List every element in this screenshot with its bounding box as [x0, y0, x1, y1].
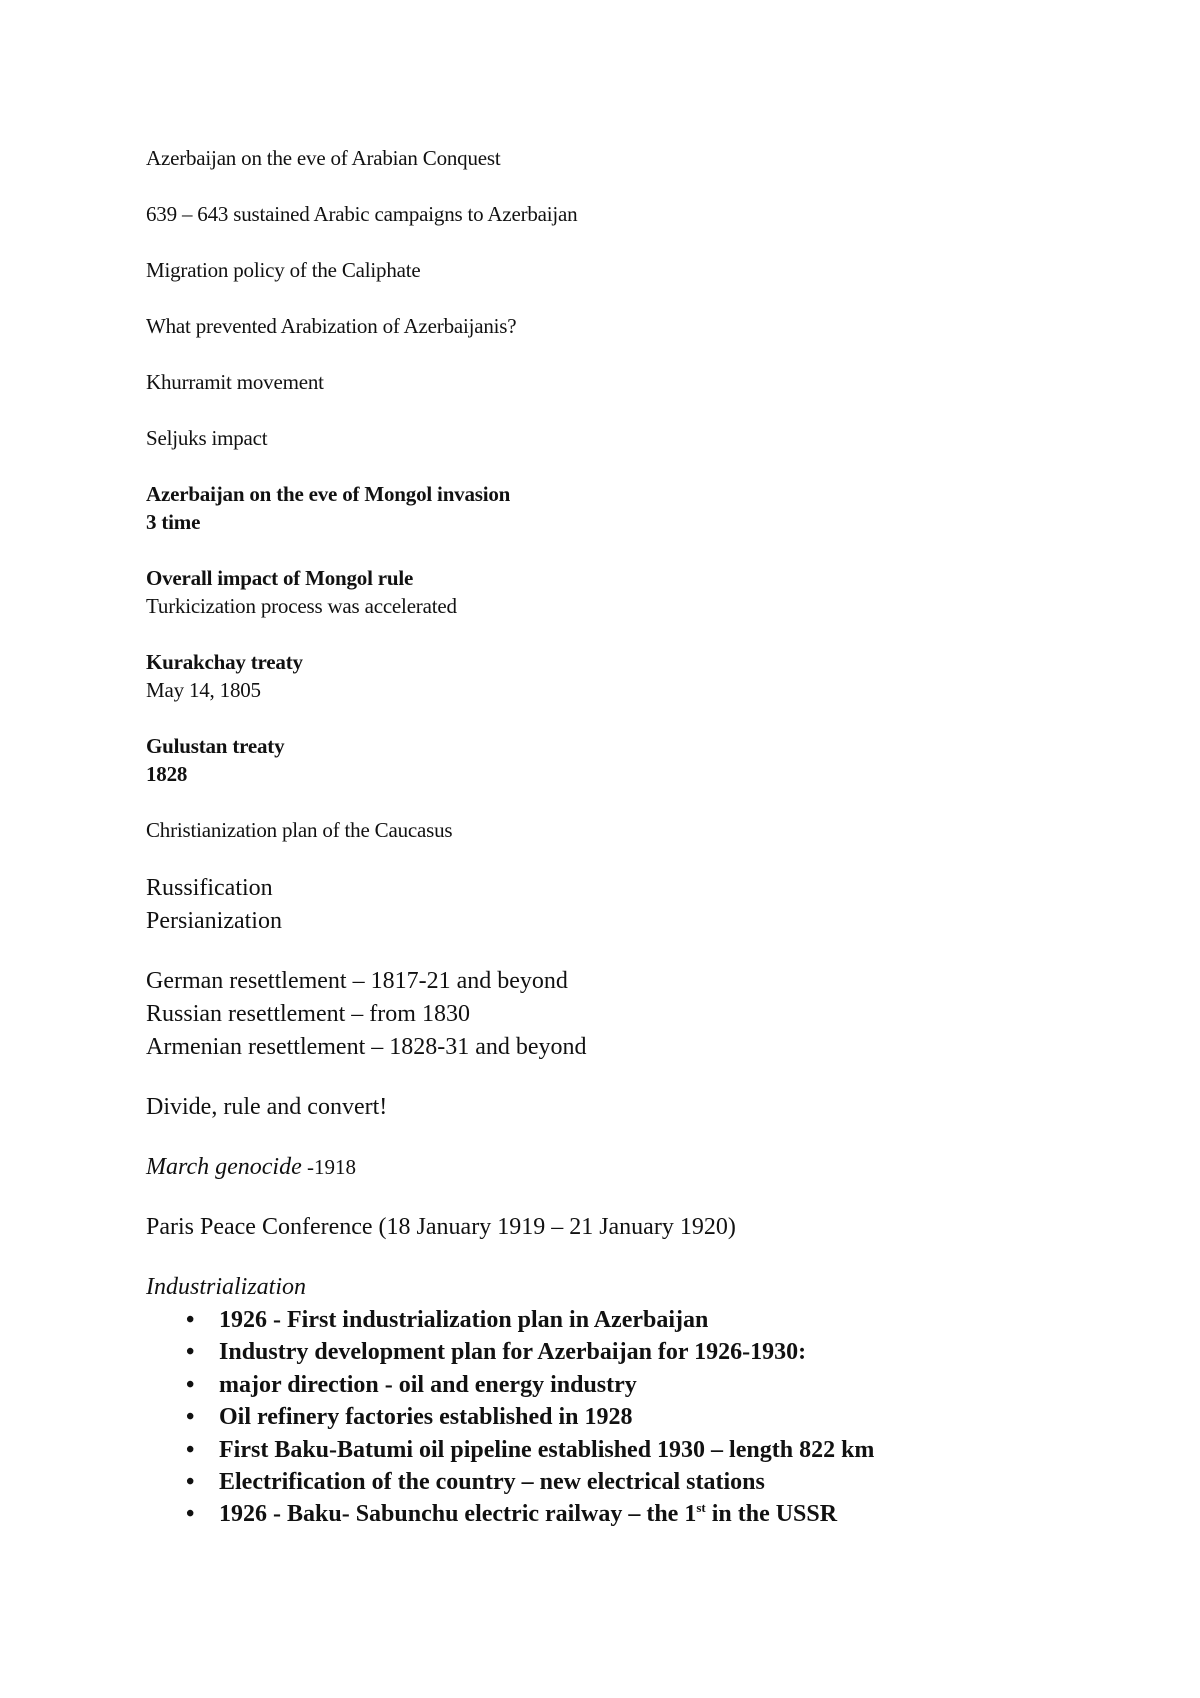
document-body — [146, 144, 1146, 1531]
line-arabian-conquest: Azerbaijan on the eve of Arabian Conquest — [146, 146, 501, 170]
bullet-icon: • — [186, 1501, 195, 1528]
line-mongol-invasion: Azerbaijan on the eve of Mongol invasion — [146, 482, 511, 506]
bullet-icon: • — [186, 1307, 195, 1333]
line-turkicization: Turkicization process was accelerated — [146, 594, 457, 618]
bullet-icon: • — [186, 1371, 195, 1398]
line-paris-peace: Paris Peace Conference (18 January 1919 – 21 January 1920) — [146, 1214, 736, 1240]
line-seljuks: Seljuks impact — [146, 426, 268, 450]
bullet-icon: • — [186, 1404, 195, 1431]
list-item: • First Baku-Batumi oil pipeline established 1930 – length 822 km — [146, 1434, 1146, 1466]
line-russian-resettlement: Russian resettlement – from 1830 — [146, 1001, 470, 1027]
list-item: • major direction - oil and energy industry — [146, 1369, 1146, 1401]
line-3-time: 3 time — [146, 510, 201, 534]
industrialization-list — [146, 1304, 1146, 1531]
line-armenian-resettlement: Armenian resettlement – 1828-31 and beyond — [146, 1034, 587, 1060]
march-genocide-italic: March genocide — [146, 1154, 302, 1180]
line-persianization: Persianization — [146, 908, 282, 934]
line-kurakchay: Kurakchay treaty — [146, 650, 303, 674]
line-1828: 1828 — [146, 762, 188, 786]
bullet-icon: • — [186, 1339, 195, 1366]
line-gulustan: Gulustan treaty — [146, 734, 285, 758]
line-arabic-campaigns: 639 – 643 sustained Arabic campaigns to Azerbaijan — [146, 202, 578, 226]
list-item: • Electrification of the country – new electrical stations — [146, 1466, 1146, 1498]
line-khurramit: Khurramit movement — [146, 370, 324, 394]
bullet-icon: • — [186, 1469, 195, 1496]
list-item: • 1926 - First industrialization plan in Azerbaijan — [146, 1304, 1146, 1336]
line-divide-rule: Divide, rule and convert! — [146, 1094, 388, 1120]
line-christianization: Christianization plan of the Caucasus — [146, 818, 453, 842]
list-item: • 1926 - Baku- Sabunchu electric railway – the 1st in the USSR — [146, 1498, 1146, 1530]
list-item: • Oil refinery factories established in 1928 — [146, 1401, 1146, 1433]
list-item: • Industry development plan for Azerbaijan for 1926-1930: — [146, 1336, 1146, 1368]
line-arabization-question: What prevented Arabization of Azerbaijanis? — [146, 314, 517, 338]
line-mongol-rule: Overall impact of Mongol rule — [146, 566, 414, 590]
line-kurakchay-date: May 14, 1805 — [146, 678, 261, 702]
march-genocide-year: -1918 — [301, 1155, 356, 1179]
bullet-icon: • — [186, 1436, 195, 1463]
line-industrialization: Industrialization — [146, 1274, 307, 1300]
line-german-resettlement: German resettlement – 1817-21 and beyond — [146, 968, 568, 994]
line-migration-policy: Migration policy of the Caliphate — [146, 258, 421, 282]
line-russification: Russification — [146, 875, 273, 901]
line-march-genocide — [146, 1151, 1146, 1184]
